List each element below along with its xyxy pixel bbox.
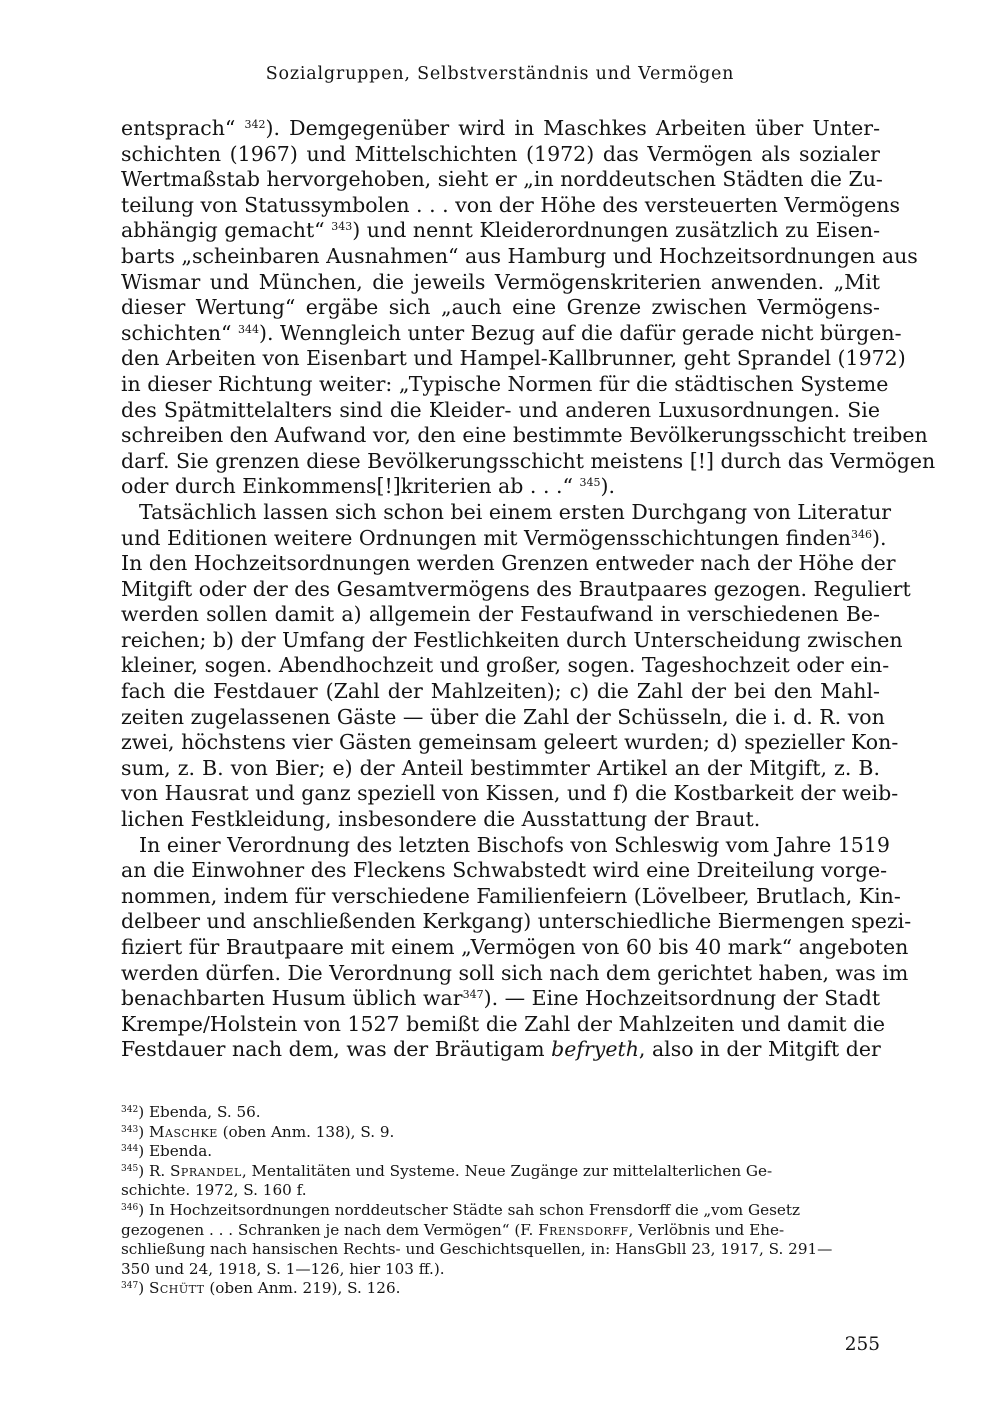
italic-term: befryeth [551,1037,639,1062]
footnote-text: , Mentalitäten und Systeme. Neue Zugänge zur mittelalterlichen Ge- [241,1161,773,1180]
text-line [121,499,892,526]
line-text: in dieser Richtung weiter: „Typische Normen für die städtischen Systeme [121,371,889,396]
text-line [121,704,885,731]
author-name: Maschke [148,1122,218,1141]
line-text: ). [872,525,887,550]
line-text: oder durch Einkommens[!]kriterien ab . . .“ [121,474,580,499]
line-text: reichen; b) der Umfang der Festlichkeiten durch Unterscheidung zwischen [121,627,903,652]
text-line [121,935,909,961]
text-line [121,192,900,219]
footnote-line [121,1201,880,1221]
line-text: Festdauer nach dem, was der Bräutigam [121,1037,552,1062]
footnote-text: ) Ebenda. [138,1142,213,1161]
text-line [121,679,880,705]
footnote-line [121,1221,880,1241]
running-header: Sozialgruppen, Selbstverständnis und Vermögen [265,64,735,84]
line-text: sum, z. B. von Bier; e) der Anteil bestimmter Artikel an der Mitgift, z. B. [121,755,880,780]
line-text: an die Einwohner des Fleckens Schwabstedt wird eine Dreiteilung vorge- [121,858,888,883]
line-text: abhängig gemacht“ [121,218,332,243]
text-line [121,525,887,552]
line-text: werden sollen damit a) allgemein der Festaufwand in verschiedenen Be- [121,602,880,627]
line-text: Krempe/Holstein von 1527 bemißt die Zahl der Mahlzeiten und damit die [121,1011,885,1036]
line-text: ). [600,474,616,499]
footnote-line [121,1279,880,1299]
paragraph-3 [121,832,912,1063]
footnotes [121,1103,880,1299]
footnote-reference: 345 [579,476,601,490]
line-text: delbeer und anschließenden Kerkgang) unterschiedliche Biermengen spezi- [121,909,912,934]
text-line [121,627,903,654]
text-line [121,551,896,577]
text-line [121,142,880,168]
line-text: ). Wenngleich unter Bezug auf die dafür gerade nicht bürgen- [259,320,902,345]
footnote-number: 343 [121,1124,139,1135]
text-line [121,1011,885,1038]
line-text: ) und nennt Kleiderordnungen zusätzlich zu Eisen- [352,218,880,243]
line-text: teilung von Statussymbolen . . . von der Höhe des versteuerten Vermögens [121,192,900,217]
footnote-text: ) In Hochzeitsordnungen norddeutscher Städte sah schon Frensdorff die „vom Gesetz [138,1200,800,1219]
main-text [121,116,936,1063]
text-line [121,116,880,142]
line-text: lichen Festkleidung, insbesondere die Ausstattung der Braut. [121,807,761,832]
footnote-text: gezogenen . . . Schranken je nach dem Vermögen“ (F. [121,1220,539,1239]
line-text: schreiben den Aufwand vor, den eine bestimmte Bevölkerungsschicht treiben [121,423,928,448]
footnote-reference: 343 [331,220,353,234]
text-line [121,295,880,321]
text-line [121,448,936,475]
text-line [121,474,880,500]
line-text: benachbarten Husum üblich war [121,986,463,1011]
footnote-number: 344 [121,1144,139,1155]
footnote-line [121,1240,880,1260]
line-text: In einer Verordnung des letzten Bischofs von Schleswig vom Jahre 1519 [139,832,890,857]
footnote-number: 345 [121,1163,139,1174]
text-line [121,858,888,884]
footnote-text: 350 und 24, 1918, S. 1—126, hier 103 ff.). [121,1259,445,1278]
text-line [121,781,899,807]
footnote-text: ) [138,1122,149,1141]
footnote-text: (oben Anm. 138), S. 9. [217,1122,395,1141]
footnote-number: 342 [121,1105,139,1115]
footnote-reference: 346 [851,527,873,541]
text-line [121,270,880,296]
text-line [121,576,911,603]
text-line [121,756,880,782]
line-text: nommen, indem für verschiedene Familienfeiern (Lövelbeer, Brutlach, Kin- [121,883,901,908]
text-line [121,832,890,859]
footnote-reference: 344 [238,322,260,336]
line-text: barts „scheinbaren Ausnahmen“ aus Hamburg und Hochzeitsordnungen aus [121,243,918,268]
line-text: fach die Festdauer (Zahl der Mahlzeiten); c) die Zahl der bei den Mahl- [121,679,880,704]
line-text: zwei, höchstens vier Gästen gemeinsam geleert wurden; d) spezieller Kon- [121,730,899,755]
line-text: Mitgift oder der des Gesamtvermögens des Brautpaares gezogen. Reguliert [121,576,911,601]
text-line [121,883,901,910]
footnote-number: 347 [121,1281,139,1292]
text-line [121,807,880,833]
footnote-reference: 347 [462,988,484,1002]
footnote-text: (oben Anm. 219), S. 126. [204,1279,401,1298]
line-text: des Spätmittelalters sind die Kleider- und anderen Luxusordnungen. Sie [121,397,880,422]
text-line [121,653,890,679]
footnote-line [121,1123,880,1143]
line-text: fiziert für Brautpaare mit einem „Vermögen von 60 bis 40 mark“ angeboten [121,935,909,959]
text-line [121,398,880,424]
footnote-text: schließung nach hansischen Rechts- und Geschichtsquellen, in: HansGbll 23, 1917, S. 291— [121,1240,833,1259]
text-line [121,602,880,628]
paragraph-2 [121,499,911,833]
line-text: darf. Sie grenzen diese Bevölkerungsschicht meistens [!] durch das Vermögen [121,448,936,473]
footnote-line [121,1181,880,1201]
text-line [121,960,909,987]
author-name: Schütt [148,1279,205,1298]
text-line [121,1037,880,1063]
line-text: und Editionen weitere Ordnungen mit Vermögensschichtungen finden [121,525,852,550]
footnote-text: schichte. 1972, S. 160 f. [121,1181,307,1200]
line-text: In den Hochzeitsordnungen werden Grenzen entweder nach der Höhe der [121,551,896,576]
text-line [121,371,889,398]
page-number: 255 [844,1334,880,1355]
line-text: Tatsächlich lassen sich schon bei einem ersten Durchgang von Literatur [139,499,892,524]
footnote-text: ) [138,1279,149,1298]
text-line [121,320,902,347]
footnote-text: ) Ebenda, S. 56. [138,1103,261,1121]
line-text: entsprach“ [121,116,245,140]
line-text: ). Demgegenüber wird in Maschkes Arbeiten über Unter- [265,116,880,140]
footnote-line [121,1162,880,1182]
text-line [121,243,918,270]
text-line [121,423,928,449]
author-name: Sprandel [170,1161,242,1180]
line-text: den Arbeiten von Eisenbart und Hampel-Kallbrunner, geht Sprandel (1972) [121,346,906,371]
text-line [121,346,906,372]
text-line [121,167,883,193]
footnote-line [121,1260,880,1280]
line-text: , also in der Mitgift der [638,1037,881,1062]
footnote-line [121,1103,880,1123]
footnote-line [121,1142,880,1162]
line-text: werden dürfen. Die Verordnung soll sich nach dem gerichtet haben, was im [121,960,909,985]
text-line [121,986,880,1012]
line-text: dieser Wertung“ ergäbe sich „auch eine Grenze zwischen Vermögens- [121,295,880,320]
line-text: ). — Eine Hochzeitsordnung der Stadt [483,986,881,1011]
line-text: Wertmaßstab hervorgehoben, sieht er „in norddeutschen Städten die Zu- [121,167,883,192]
text-line [121,909,912,935]
footnote-number: 346 [121,1202,139,1213]
line-text: zeiten zugelassenen Gäste — über die Zahl der Schüsseln, die i. d. R. von [121,704,885,729]
author-name: Frensdorff [538,1220,629,1239]
line-text: Wismar und München, die jeweils Vermögenskriterien anwenden. „Mit [121,269,880,294]
footnote-reference: 342 [244,118,266,131]
text-line [121,730,899,756]
line-text: kleiner, sogen. Abendhochzeit und großer, sogen. Tageshochzeit oder ein- [121,653,890,678]
text-line [121,218,880,244]
footnote-text: ) R. [138,1161,171,1180]
footnote-text: , Verlöbnis und Ehe- [628,1220,785,1239]
line-text: von Hausrat und ganz speziell von Kissen, und f) die Kostbarkeit der weib- [121,781,899,806]
line-text: schichten“ [121,320,239,345]
paragraph-1 [121,116,936,500]
line-text: schichten (1967) und Mittelschichten (1972) das Vermögen als sozialer [121,141,880,166]
